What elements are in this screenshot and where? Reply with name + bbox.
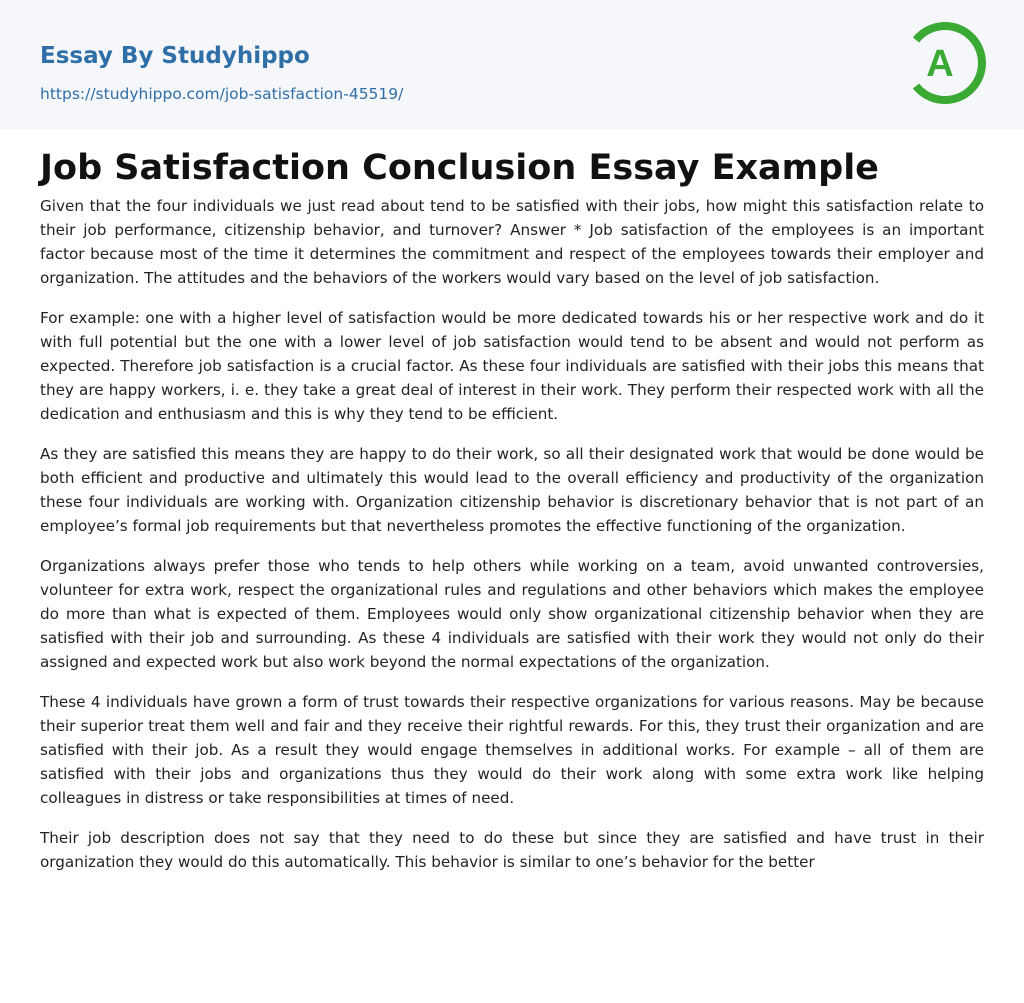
essay-paragraph: Given that the four individuals we just read about tend to be satisfied with their jobs, how might this satisfaction relate to their job performance, citizenship behavior, and turnover? Answer * Job satisfaction of the employees is an important factor because most of the time it determines the commitment and respect of the employees towards their employer and organization. The attitudes and the behaviors of the workers would vary based on the level of job satisfaction. xyxy=(40,197,984,287)
studyhippo-logo-icon[interactable] xyxy=(910,20,986,106)
essay-paragraph: Their job description does not say that they need to do these but since they are satisfied and have trust in their organization they would do this automatically. This behavior is similar to one’s behavior for the better xyxy=(40,829,984,871)
page-title: Job Satisfaction Conclusion Essay Example xyxy=(40,148,879,188)
essay-paragraph: Organizations always prefer those who tends to help others while working on a team, avoid unwanted controversies, volunteer for extra work, respect the organizational rules and regulations and other behaviors which makes the employee do more than what is expected of them. Employees would only show organizational citizenship behavior when they are satisfied with their job and surrounding. As these 4 individuals are satisfied with their work they would not only do their assigned and expected work but also work beyond the normal expectations of the organization. xyxy=(40,557,984,671)
logo-letter: A xyxy=(926,43,954,85)
essay-body xyxy=(40,194,984,890)
brand-title[interactable]: Essay By Studyhippo xyxy=(40,43,310,69)
source-url-link[interactable]: https://studyhippo.com/job-satisfaction-45519/ xyxy=(40,85,404,103)
essay-paragraph: These 4 individuals have grown a form of trust towards their respective organizations for various reasons. May be because their superior treat them well and fair and they receive their rightful rewards. For this, they trust their organization and are satisfied with their job. As a result they would engage themselves in additional works. For example – all of them are satisfied with their jobs and organizations thus they would do their work along with some extra work like helping colleagues in distress or take responsibilities at times of need. xyxy=(40,693,984,807)
essay-paragraph: As they are satisfied this means they are happy to do their work, so all their designated work that would be done would be both efficient and productive and ultimately this would lead to the overall efficiency and productivity of the organization these four individuals are working with. Organization citizenship behavior is discretionary behavior that is not part of an employee’s formal job requirements but that nevertheless promotes the effective functioning of the organization. xyxy=(40,445,984,535)
page-header xyxy=(0,0,1024,129)
essay-paragraph: For example: one with a higher level of satisfaction would be more dedicated towards his or her respective work and do it with full potential but the one with a lower level of job satisfaction would tend to be absent and would not perform as expected. Therefore job satisfaction is a crucial factor. As these four individuals are satisfied with their jobs this means that they are happy workers, i. e. they take a great deal of interest in their work. They perform their respected work with all the dedication and enthusiasm and this is why they tend to be efficient. xyxy=(40,309,984,423)
